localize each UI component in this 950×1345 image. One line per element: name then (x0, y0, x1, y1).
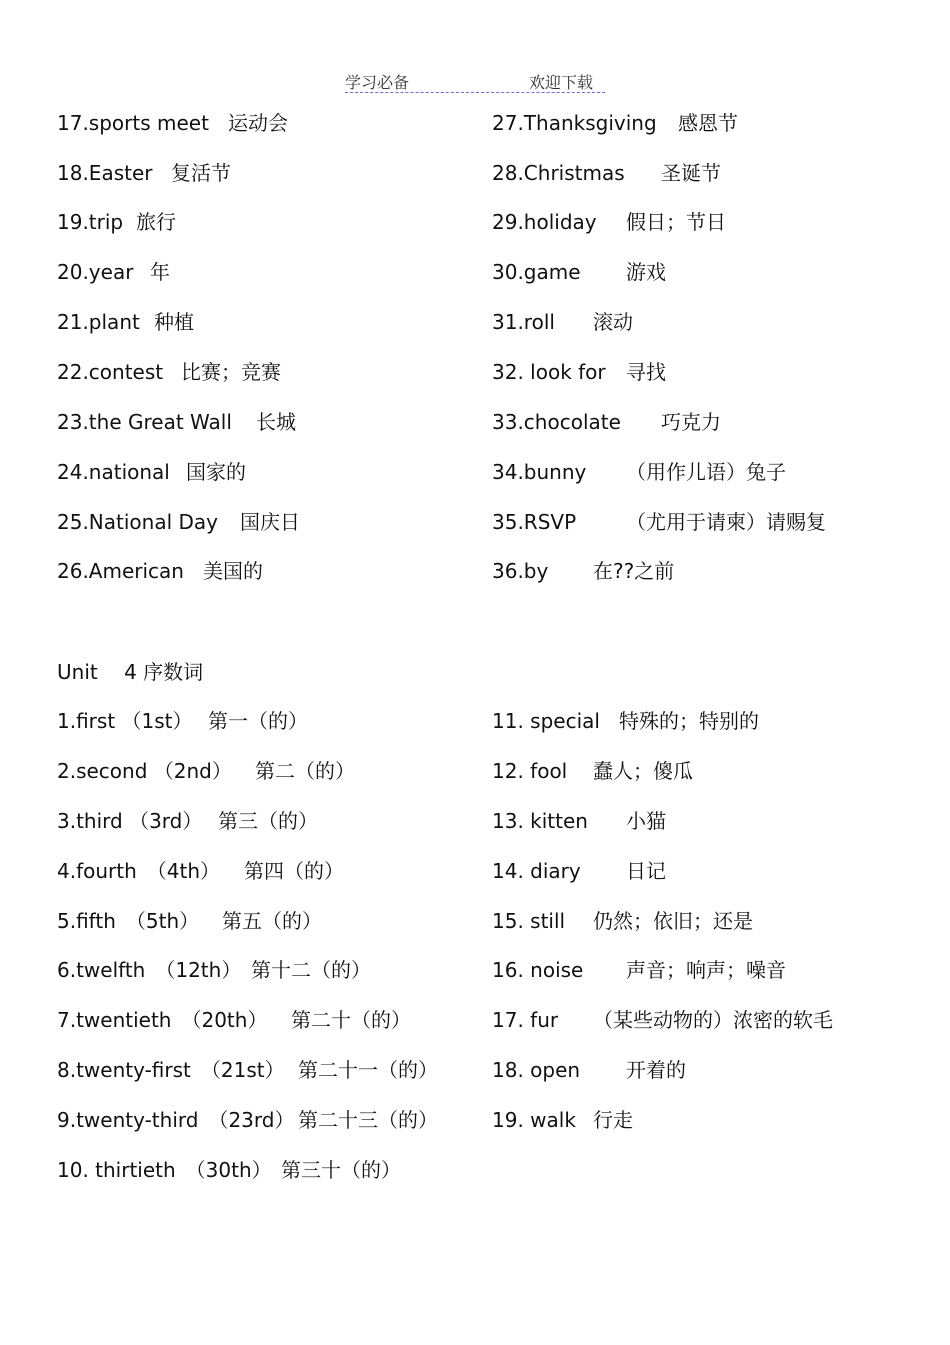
vocab-meaning: 种植 (154, 310, 194, 334)
vocab-meaning: 第二十三（的） (298, 1108, 438, 1132)
vocab-term: 6.twelfth （12th） (57, 958, 242, 982)
vocab-term: 3.third （3rd） (57, 809, 203, 833)
vocab-meaning: 年 (150, 260, 170, 284)
vocab-meaning: 旅行 (136, 210, 176, 234)
vocab-term: 29.holiday (492, 210, 597, 234)
vocab-meaning: 开着的 (626, 1058, 686, 1082)
unit-title: Unit 4 序数词 (57, 660, 204, 684)
vocab-term: 16. noise (492, 958, 584, 982)
vocab-term: 9.twenty-third （23rd） (57, 1108, 295, 1132)
vocab-meaning: 声音；响声；噪音 (626, 958, 786, 982)
vocab-meaning: 蠢人；傻瓜 (593, 759, 693, 783)
vocab-term: 8.twenty-first （21st） (57, 1058, 285, 1082)
vocab-meaning: 特殊的；特别的 (619, 709, 759, 733)
vocab-meaning: 运动会 (228, 111, 288, 135)
vocab-term: 22.contest (57, 360, 164, 384)
vocab-meaning: （某些动物的）浓密的软毛 (593, 1008, 833, 1032)
vocab-term: 15. still (492, 909, 566, 933)
vocab-term: 11. special (492, 709, 600, 733)
vocab-term: 17. fur (492, 1008, 559, 1032)
header-left-text: 学习必备 (345, 73, 410, 92)
vocab-term: 33.chocolate (492, 410, 621, 434)
vocab-term: 24.national (57, 460, 170, 484)
vocab-term: 34.bunny (492, 460, 587, 484)
vocab-meaning: 在??之前 (593, 559, 675, 583)
vocab-meaning: 假日；节日 (626, 210, 726, 234)
page-header (345, 70, 605, 93)
vocab-term: 13. kitten (492, 809, 588, 833)
vocab-term: 36.by (492, 559, 549, 583)
vocab-term: 18. open (492, 1058, 581, 1082)
vocab-meaning: 比赛；竞赛 (181, 360, 281, 384)
vocab-term: 30.game (492, 260, 581, 284)
vocab-meaning: 第四（的） (244, 859, 344, 883)
vocab-term: 4.fourth （4th） (57, 859, 221, 883)
vocab-term: 19. walk (492, 1108, 576, 1132)
vocab-meaning: 巧克力 (661, 410, 721, 434)
vocab-meaning: 第一（的） (208, 709, 308, 733)
vocab-term: 23.the Great Wall (57, 410, 232, 434)
vocab-meaning: 第二十一（的） (298, 1058, 438, 1082)
vocab-meaning: 仍然；依旧；还是 (593, 909, 753, 933)
vocab-term: 18.Easter (57, 161, 153, 185)
vocab-meaning: 感恩节 (678, 111, 738, 135)
vocab-term: 12. fool (492, 759, 568, 783)
vocab-meaning: 国庆日 (240, 510, 300, 534)
vocab-meaning: 长城 (256, 410, 296, 434)
vocab-meaning: 滚动 (593, 310, 633, 334)
vocab-meaning: 游戏 (626, 260, 666, 284)
vocab-meaning: 第三十（的） (281, 1158, 401, 1182)
header-right-text: 欢迎下载 (529, 73, 594, 92)
vocab-meaning: 第十二（的） (251, 958, 371, 982)
vocab-term: 32. look for (492, 360, 606, 384)
vocab-meaning: 第五（的） (222, 909, 322, 933)
vocab-meaning: 日记 (626, 859, 666, 883)
vocab-meaning: 圣诞节 (661, 161, 721, 185)
vocab-meaning: （尤用于请柬）请赐复 (626, 510, 826, 534)
vocab-term: 21.plant (57, 310, 140, 334)
vocab-meaning: 复活节 (171, 161, 231, 185)
vocab-meaning: （用作儿语）兔子 (626, 460, 786, 484)
vocab-meaning: 第二（的） (255, 759, 355, 783)
vocab-meaning: 寻找 (626, 360, 666, 384)
vocab-term: 31.roll (492, 310, 555, 334)
vocab-term: 17.sports meet (57, 111, 209, 135)
vocab-term: 28.Christmas (492, 161, 625, 185)
vocab-term: 5.fifth （5th） (57, 909, 200, 933)
vocab-term: 1.first （1st） (57, 709, 193, 733)
vocab-term: 20.year (57, 260, 134, 284)
vocab-term: 2.second （2nd） (57, 759, 232, 783)
vocab-meaning: 第三（的） (218, 809, 318, 833)
vocab-meaning: 第二十（的） (291, 1008, 411, 1032)
vocab-term: 25.National Day (57, 510, 218, 534)
vocab-term: 35.RSVP (492, 510, 577, 534)
vocab-term: 26.American (57, 559, 184, 583)
vocab-term: 14. diary (492, 859, 581, 883)
vocab-meaning: 国家的 (186, 460, 246, 484)
vocab-meaning: 行走 (593, 1108, 633, 1132)
vocab-term: 10. thirtieth （30th） (57, 1158, 272, 1182)
vocab-meaning: 小猫 (626, 809, 666, 833)
vocab-meaning: 美国的 (203, 559, 263, 583)
vocab-term: 7.twentieth （20th） (57, 1008, 268, 1032)
vocab-term: 19.trip (57, 210, 124, 234)
vocab-term: 27.Thanksgiving (492, 111, 657, 135)
